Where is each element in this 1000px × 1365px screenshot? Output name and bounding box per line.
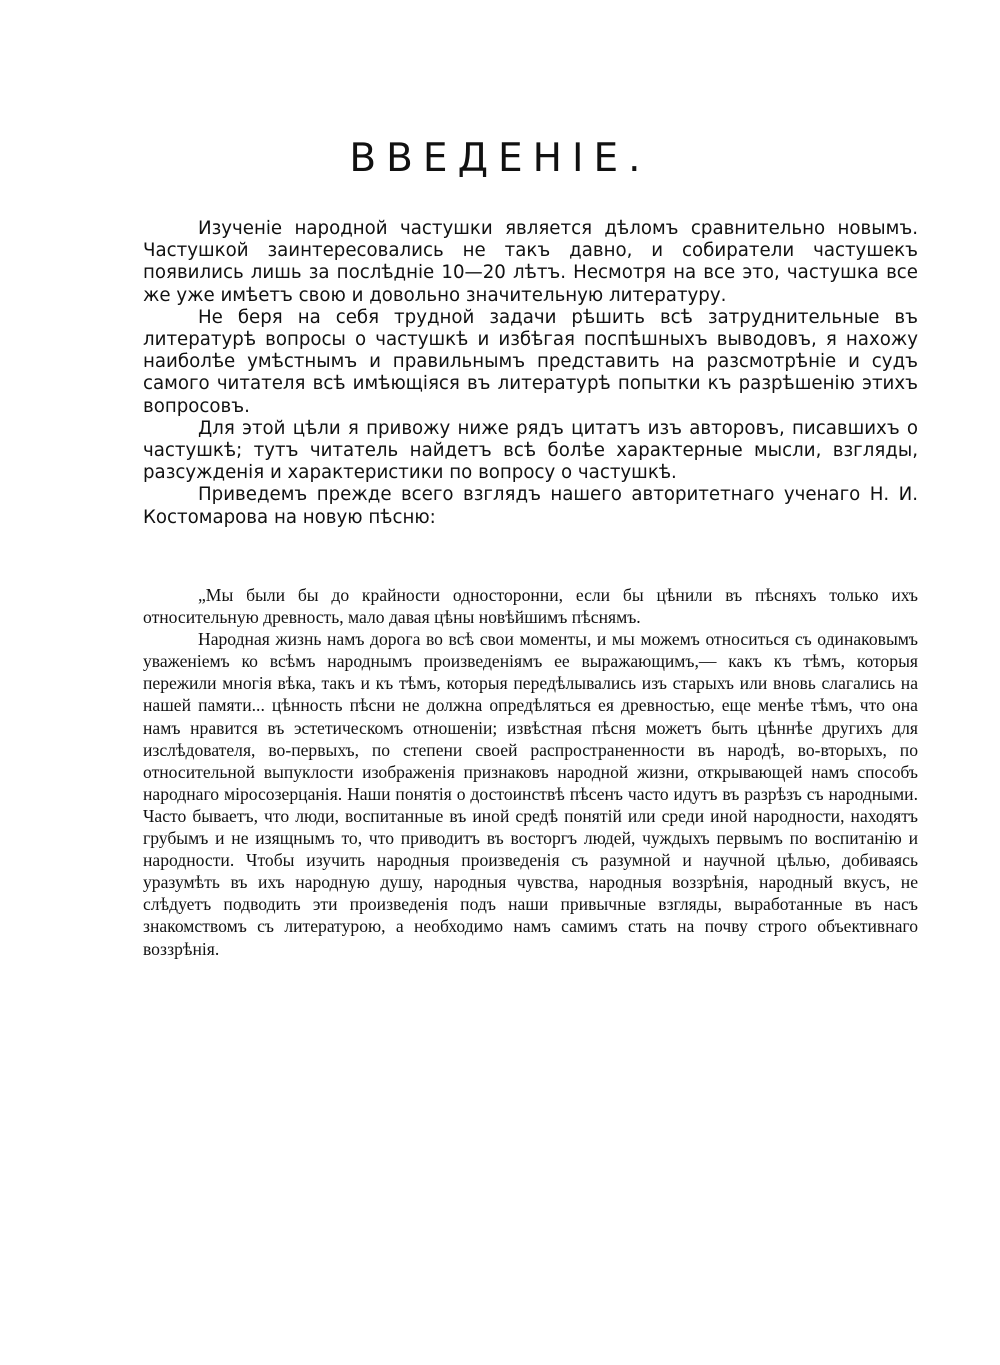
page-title: ВВЕДЕНІЕ. — [349, 136, 651, 181]
quote-paragraph: Народная жизнь намъ дорога во всѣ свои моменты, и мы можемъ относиться съ одинаковымъ уваженіемъ ко всѣмъ народнымъ произведеніямъ ее выражающимъ,— какъ къ тѣмъ, которыя пережили многія вѣка, такъ и къ тѣмъ, которыя передѣлывались изъ старыхъ или вновь слагались на нашей памяти... цѣнность пѣсни не должна опредѣляться ея древностью, еще менѣе тѣмъ, что она намъ нравится въ эстетическомъ отношеніи; извѣстная пѣсня можетъ быть цѣннѣе другихъ для изслѣдователя, во-первыхъ, по степени своей распространенности въ народѣ, во-вторыхъ, по относительной выпуклости изображенія признаковъ народной жизни, открывающей намъ способъ народнаго міросозерцанія. Наши понятія о достоинствѣ пѣсенъ часто идутъ въ разрѣзъ съ народными. Часто бываетъ, что люди, воспитанные въ иной средѣ понятій или среди иной народности, находятъ грубымъ и не изящнымъ то, что приводитъ въ восторгъ людей, чуждыхъ первымъ по воспитанію и народности. Чтобы изучить народныя произведенія съ разумной и научной цѣлью, добиваясь уразумѣть въ ихъ народную душу, народныя чувства, народныя воззрѣнія, народный вкусъ, не слѣдуетъ подводить эти произведенія подъ наши привычные взгляды, выработанные въ насъ знакомствомъ съ литературою, а необходимо намъ самимъ стать на почву строго объективнаго воззрѣнія. — [143, 629, 918, 959]
intro-paragraph: Приведемъ прежде всего взглядъ нашего авторитетнаго ученаго Н. И. Костомарова на новую пѣсню: — [143, 484, 918, 528]
intro-paragraph: Не беря на себя трудной задачи рѣшить всѣ затруднительные въ литературѣ вопросы о частушкѣ и избѣгая поспѣшныхъ выводовъ, я нахожу наиболѣе умѣстнымъ и правильнымъ представить на разсмотрѣніе и судъ самого читателя всѣ имѣющіяся въ литературѣ попытки къ разрѣшенію этихъ вопросовъ. — [143, 306, 918, 417]
intro-text — [143, 218, 918, 529]
quote-paragraph: „Мы были бы до крайности односторонни, если бы цѣнили въ пѣсняхъ только ихъ относительную древность, мало давая цѣны новѣйшимъ пѣснямъ. — [143, 585, 918, 628]
intro-paragraph: Для этой цѣли я привожу ниже рядъ цитатъ изъ авторовъ, писавшихъ о частушкѣ; тутъ читатель найдетъ всѣ болѣе характерные мысли, взгляды, разсужденія и характеристики по вопросу о частушкѣ. — [143, 417, 918, 484]
intro-paragraph: Изученіе народной частушки является дѣломъ сравнительно новымъ. Частушкой заинтересовались не такъ давно, и собиратели частушекъ появились лишь за послѣдніе 10—20 лѣтъ. Несмотря на все это, частушка все же уже имѣетъ свою и довольно значительную литературу. — [143, 218, 918, 306]
quotation-block — [143, 584, 918, 960]
